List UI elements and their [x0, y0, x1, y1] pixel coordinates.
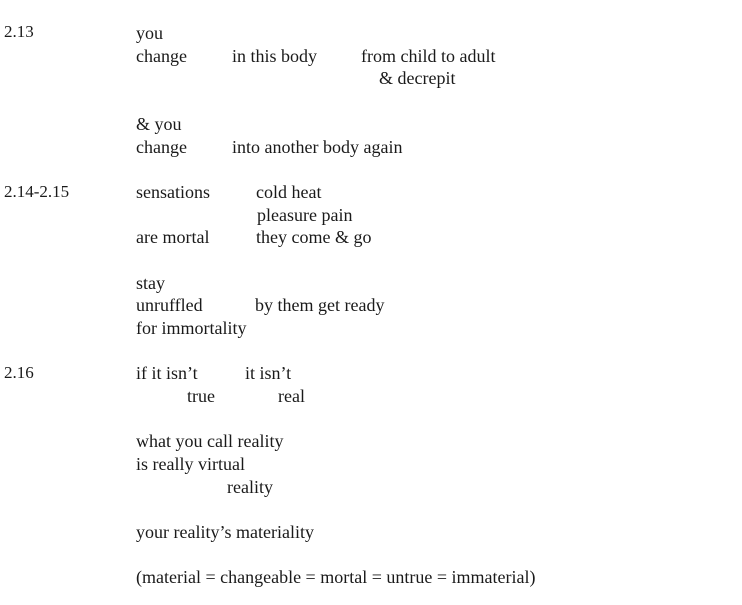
poem-line: sensations	[136, 182, 210, 202]
poem-line: what you call reality	[136, 431, 284, 451]
verse-ref-2-16: 2.16	[4, 363, 34, 382]
poem-line: by them get ready	[255, 295, 385, 315]
poem-line: true	[187, 386, 215, 406]
poem-line: & you	[136, 114, 182, 134]
poem-line: reality	[227, 477, 273, 497]
poem-line: it isn’t	[245, 363, 292, 383]
poem-line: & decrepit	[379, 68, 456, 88]
poem-line: real	[278, 386, 305, 406]
poem-line: in this body	[232, 46, 318, 66]
poem-line: is really virtual	[136, 454, 245, 474]
poem-line: change	[136, 46, 187, 66]
poem-line: (material = changeable = mortal = untrue = immaterial)	[136, 567, 536, 587]
poem-line: they come & go	[256, 227, 372, 247]
poem-line: if it isn’t	[136, 363, 198, 383]
poem-line: change	[136, 137, 187, 157]
poem-line: into another body again	[232, 137, 403, 157]
poem-line: are mortal	[136, 227, 210, 247]
poem-line: stay	[136, 273, 165, 293]
poem-line: cold heat	[256, 182, 322, 202]
poem-line: for immortality	[136, 318, 247, 338]
verse-ref-2-14-2-15: 2.14-2.15	[4, 182, 70, 201]
poem-line: you	[136, 23, 163, 43]
verse-ref-2-13: 2.13	[4, 22, 34, 41]
poem-line: your reality’s materiality	[136, 522, 314, 542]
poem-line: from child to adult	[361, 46, 496, 66]
poem-line: pleasure pain	[257, 205, 353, 225]
poem-line: unruffled	[136, 295, 203, 315]
